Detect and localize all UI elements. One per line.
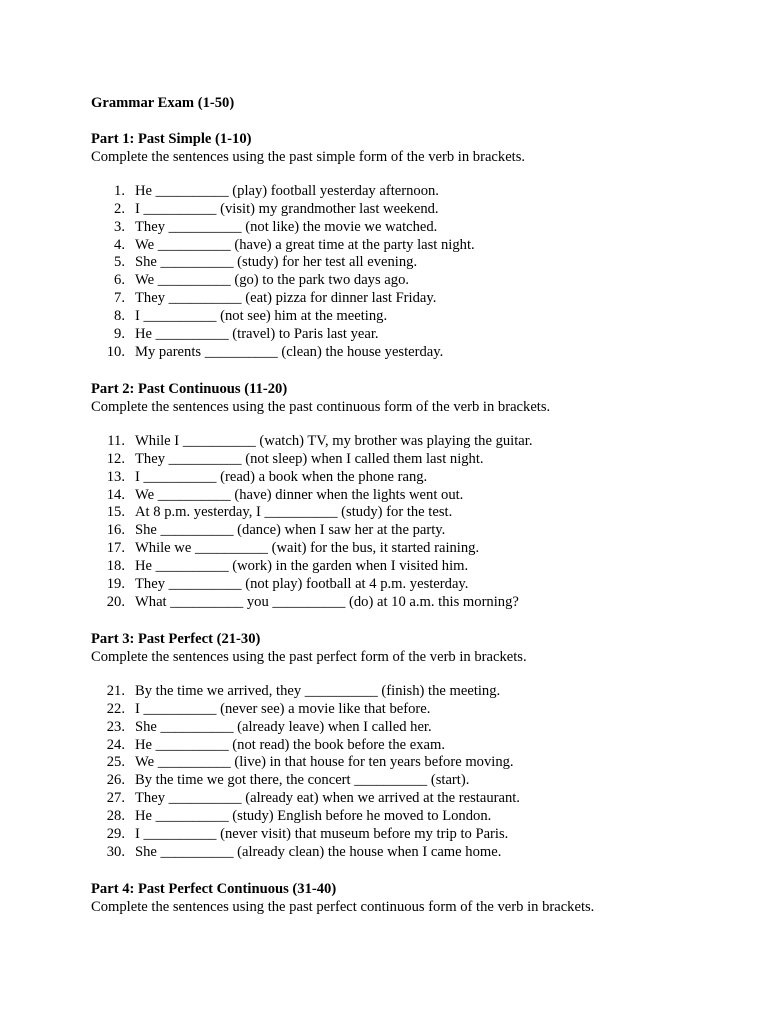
question-text: I __________ (read) a book when the phone rang. <box>135 468 428 485</box>
question-item <box>91 237 731 255</box>
question-item <box>91 576 731 594</box>
question-number: 23. <box>106 718 125 735</box>
question-number: 28. <box>106 807 125 824</box>
question-item <box>91 754 731 772</box>
part-heading: Part 3: Past Perfect (21-30) <box>91 631 261 647</box>
part-3-section <box>91 630 731 861</box>
question-text: At 8 p.m. yesterday, I __________ (study) for the test. <box>135 504 453 521</box>
part-instruction: Complete the sentences using the past perfect form of the verb in brackets. <box>91 649 527 665</box>
question-number: 20. <box>106 593 125 610</box>
question-item <box>91 504 731 522</box>
question-text: We __________ (live) in that house for ten years before moving. <box>135 754 514 771</box>
question-item <box>91 844 731 862</box>
part-heading: Part 1: Past Simple (1-10) <box>91 131 252 147</box>
question-item <box>91 540 731 558</box>
question-number: 16. <box>106 522 125 539</box>
part-2-section <box>91 380 731 611</box>
question-text: They __________ (not play) football at 4 p.m. yesterday. <box>135 575 469 592</box>
question-item <box>91 772 731 790</box>
question-text: They __________ (not sleep) when I called them last night. <box>135 450 484 467</box>
question-number: 24. <box>106 736 125 753</box>
part-instruction: Complete the sentences using the past simple form of the verb in brackets. <box>91 149 526 165</box>
question-item <box>91 290 731 308</box>
question-item <box>91 594 731 612</box>
part-4-section <box>91 880 731 916</box>
question-number: 10. <box>106 343 125 360</box>
question-item <box>91 272 731 290</box>
question-text: He __________ (travel) to Paris last year. <box>135 325 379 342</box>
question-text: She __________ (already clean) the house when I came home. <box>135 843 502 860</box>
question-text: While I __________ (watch) TV, my brother was playing the guitar. <box>135 433 533 449</box>
question-number: 2. <box>114 200 125 217</box>
question-item <box>91 737 731 755</box>
question-number: 17. <box>106 540 125 557</box>
question-text: We __________ (have) a great time at the party last night. <box>135 236 475 253</box>
question-item <box>91 469 731 487</box>
question-number: 1. <box>114 183 125 199</box>
question-item <box>91 183 731 201</box>
question-item <box>91 308 731 326</box>
question-number: 8. <box>114 307 125 324</box>
question-number: 21. <box>106 683 125 699</box>
question-text: My parents __________ (clean) the house yesterday. <box>135 343 444 360</box>
part-instruction: Complete the sentences using the past continuous form of the verb in brackets. <box>91 399 551 415</box>
question-text: They __________ (not like) the movie we watched. <box>135 218 438 235</box>
question-text: They __________ (already eat) when we arrived at the restaurant. <box>135 790 520 807</box>
part-instruction: Complete the sentences using the past perfect continuous form of the verb in brackets. <box>91 899 595 915</box>
question-item <box>91 201 731 219</box>
question-text: What __________ you __________ (do) at 10 a.m. this morning? <box>135 593 519 610</box>
question-item <box>91 701 731 719</box>
question-text: They __________ (eat) pizza for dinner last Friday. <box>135 290 437 307</box>
question-list <box>91 183 731 361</box>
question-item <box>91 719 731 737</box>
question-item <box>91 522 731 540</box>
question-number: 7. <box>114 290 125 307</box>
question-item <box>91 487 731 505</box>
question-list <box>91 433 731 611</box>
question-number: 29. <box>106 825 125 842</box>
question-list <box>91 683 731 861</box>
question-text: By the time we got there, the concert __________ (start). <box>135 772 470 789</box>
question-item <box>91 558 731 576</box>
question-number: 15. <box>106 504 125 521</box>
question-number: 30. <box>106 843 125 860</box>
question-text: I __________ (never see) a movie like that before. <box>135 700 431 717</box>
question-text: I __________ (never visit) that museum before my trip to Paris. <box>135 825 509 842</box>
exam-title: Grammar Exam (1-50) <box>91 95 235 111</box>
question-text: By the time we arrived, they __________ (finish) the meeting. <box>135 683 501 699</box>
part-heading: Part 4: Past Perfect Continuous (31-40) <box>91 881 337 897</box>
question-text: I __________ (not see) him at the meeting. <box>135 307 388 324</box>
question-text: He __________ (play) football yesterday afternoon. <box>135 183 439 199</box>
question-number: 22. <box>106 700 125 717</box>
question-item <box>91 344 731 362</box>
question-text: She __________ (study) for her test all evening. <box>135 254 418 271</box>
question-number: 4. <box>114 236 125 253</box>
question-text: I __________ (visit) my grandmother last weekend. <box>135 200 439 217</box>
question-number: 14. <box>106 486 125 503</box>
question-item <box>91 790 731 808</box>
question-item <box>91 254 731 272</box>
question-number: 25. <box>106 754 125 771</box>
question-item <box>91 219 731 237</box>
question-item <box>91 433 731 451</box>
question-item <box>91 683 731 701</box>
question-item <box>91 826 731 844</box>
question-number: 3. <box>114 218 125 235</box>
question-item <box>91 808 731 826</box>
question-number: 5. <box>114 254 125 271</box>
question-item <box>91 326 731 344</box>
question-number: 26. <box>106 772 125 789</box>
question-text: He __________ (not read) the book before the exam. <box>135 736 446 753</box>
question-text: She __________ (dance) when I saw her at the party. <box>135 522 446 539</box>
question-text: He __________ (study) English before he moved to London. <box>135 807 492 824</box>
part-heading: Part 2: Past Continuous (11-20) <box>91 381 288 397</box>
question-number: 9. <box>114 325 125 342</box>
question-number: 18. <box>106 557 125 574</box>
question-text: She __________ (already leave) when I called her. <box>135 718 432 735</box>
question-number: 12. <box>106 450 125 467</box>
question-text: While we __________ (wait) for the bus, it started raining. <box>135 540 480 557</box>
question-number: 6. <box>114 272 125 289</box>
question-item <box>91 451 731 469</box>
question-number: 19. <box>106 575 125 592</box>
question-number: 11. <box>107 433 125 449</box>
question-text: We __________ (have) dinner when the lights went out. <box>135 486 464 503</box>
question-number: 13. <box>106 468 125 485</box>
question-text: He __________ (work) in the garden when I visited him. <box>135 557 469 574</box>
part-1-section <box>91 130 731 361</box>
question-text: We __________ (go) to the park two days ago. <box>135 272 410 289</box>
question-number: 27. <box>106 790 125 807</box>
